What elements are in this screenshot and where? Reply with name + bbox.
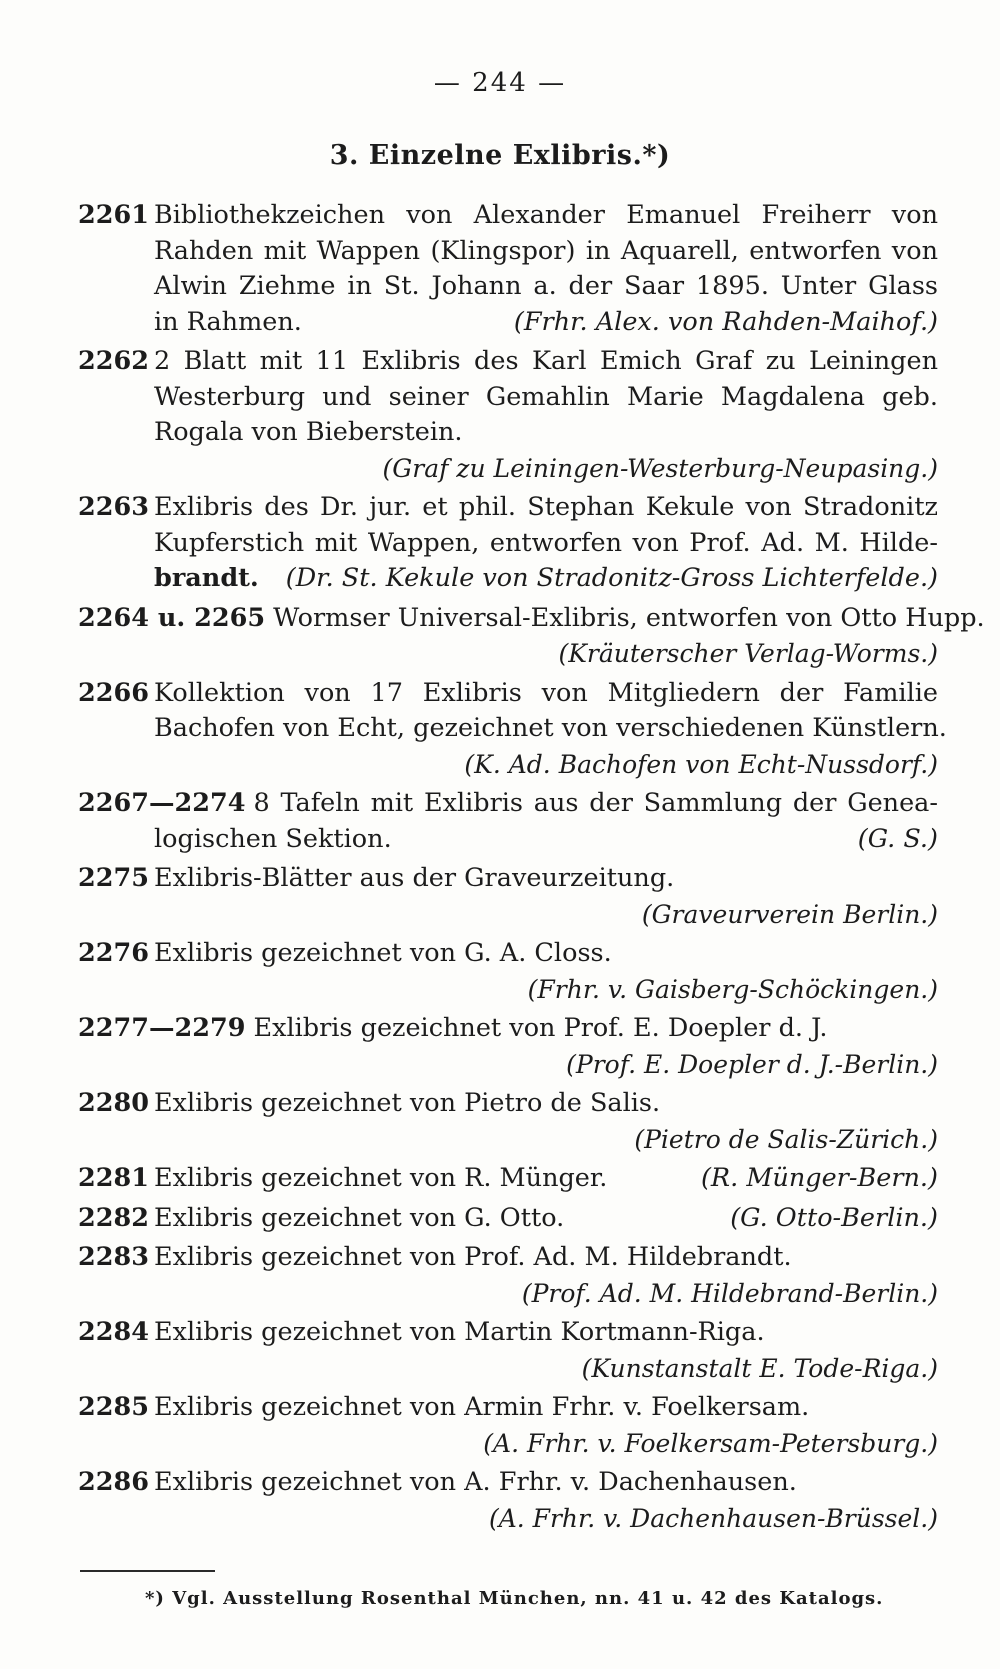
catalog-entry xyxy=(78,936,938,1007)
entry-line: 2 Blatt mit 11 Exlibris des Karl Emich Graf zu Leiningen xyxy=(154,346,938,376)
catalog-entry xyxy=(78,1465,938,1536)
section-heading: 3. Einzelne Exlibris.*) xyxy=(329,140,671,171)
entry-number: 2286 xyxy=(78,1467,149,1497)
entry-line: Exlibris gezeichnet von G. A. Closs. xyxy=(154,938,612,968)
entry-line: Exlibris gezeichnet von Armin Frhr. v. Foelkersam. xyxy=(154,1392,810,1422)
entry-reference: (Graf zu Leiningen-Westerburg-Neupasing.) xyxy=(382,453,938,483)
entry-reference: (Dr. St. Kekule von Stradonitz-Gross Lichterfelde.) xyxy=(285,563,938,593)
entry-line: Exlibris gezeichnet von Prof. Ad. M. Hildebrandt. xyxy=(154,1242,792,1272)
entry-line: Exlibris gezeichnet von G. Otto. xyxy=(154,1202,565,1233)
entry-line: Exlibris gezeichnet von Pietro de Salis. xyxy=(154,1088,661,1118)
entry-number: 2280 xyxy=(78,1088,149,1118)
entry-reference: (Pietro de Salis-Zürich.) xyxy=(634,1124,938,1154)
entry-line: Exlibris gezeichnet von Martin Kortmann-Riga. xyxy=(154,1317,765,1347)
catalog-entry xyxy=(78,786,938,857)
entry-line: Exlibris gezeichnet von A. Frhr. v. Dachenhausen. xyxy=(154,1467,797,1497)
entry-number: 2275 xyxy=(78,863,149,893)
entry-reference: (A. Frhr. v. Dachenhausen-Brüssel.) xyxy=(488,1503,938,1533)
catalog-entry xyxy=(78,198,938,340)
entry-reference: (Kräuterscher Verlag-Worms.) xyxy=(558,639,938,668)
catalog-entry xyxy=(78,861,938,932)
catalog-entry xyxy=(78,676,947,783)
entry-line: Exlibris-Blätter aus der Graveurzeitung. xyxy=(154,863,675,893)
entry-number: 2276 xyxy=(78,938,149,968)
catalog-entry xyxy=(78,1390,938,1461)
entry-line: Exlibris gezeichnet von R. Münger. xyxy=(154,1163,608,1193)
entry-number: 2262 xyxy=(78,346,149,376)
entry-line: in Rahmen. xyxy=(154,306,302,337)
catalog-entry xyxy=(78,1201,938,1237)
catalog-entry xyxy=(78,601,985,672)
entry-reference: (R. Münger-Bern.) xyxy=(700,1163,938,1193)
entry-number: 2267—2274 xyxy=(78,788,246,818)
entry-number: 2281 xyxy=(78,1163,149,1193)
catalog-entry xyxy=(78,1011,938,1082)
catalog-entry xyxy=(78,1161,938,1197)
entry-number: 2264 u. 2265 xyxy=(78,602,266,633)
entry-line: Bachofen von Echt, gezeichnet von verschiedenen Künstlern. xyxy=(154,713,947,743)
footnote-rule xyxy=(80,1570,215,1572)
entry-reference: (Frhr. Alex. von Rahden-Maihof.) xyxy=(513,306,938,337)
entry-line: 8 Tafeln mit Exlibris aus der Sammlung der Genea- xyxy=(253,788,938,818)
entry-line: Alwin Ziehme in St. Johann a. der Saar 1895. Unter Glass xyxy=(154,271,938,301)
catalog-entry xyxy=(78,1240,938,1311)
entry-number: 2283 xyxy=(78,1242,149,1272)
entry-reference: (Kunstanstalt E. Tode-Riga.) xyxy=(581,1353,938,1383)
catalog-entries xyxy=(78,198,985,1540)
entry-line: Rahden mit Wappen (Klingspor) in Aquarell, entworfen von xyxy=(154,235,938,266)
catalog-entry xyxy=(78,1315,938,1386)
entry-reference: (G. S.) xyxy=(857,823,938,854)
catalog-entry xyxy=(78,1086,938,1157)
entry-number: 2266 xyxy=(78,677,149,708)
entry-reference: (Prof. E. Doepler d. J.-Berlin.) xyxy=(566,1049,938,1079)
entry-line: Bibliothekzeichen von Alexander Emanuel Freiherr von xyxy=(154,200,938,230)
catalog-entry xyxy=(78,490,938,597)
entry-reference: (G. Otto-Berlin.) xyxy=(730,1202,938,1233)
entry-line: Wormser Universal-Exlibris, entworfen von Otto Hupp. xyxy=(273,602,985,633)
entry-reference: (Frhr. v. Gaisberg-Schöckingen.) xyxy=(527,974,938,1004)
entry-line: Exlibris gezeichnet von Prof. E. Doepler d. J. xyxy=(253,1013,828,1043)
entry-number: 2284 xyxy=(78,1317,149,1347)
entry-number: 2282 xyxy=(78,1202,149,1233)
entry-reference: (K. Ad. Bachofen von Echt-Nussdorf.) xyxy=(464,749,938,779)
footnote: *) Vgl. Ausstellung Rosenthal München, nn. 41 u. 42 des Katalogs. xyxy=(145,1588,884,1609)
entry-line: Rogala von Bieberstein. xyxy=(154,417,463,447)
entry-number: 2263 xyxy=(78,492,149,522)
entry-reference: (A. Frhr. v. Foelkersam-Petersburg.) xyxy=(483,1428,938,1458)
entry-number: 2261 xyxy=(78,200,149,230)
page-number: — 244 — xyxy=(433,68,567,98)
catalog-entry xyxy=(78,344,938,486)
entry-line: brandt. xyxy=(154,563,259,593)
entry-line: Exlibris des Dr. jur. et phil. Stephan Kekule von Stradonitz xyxy=(154,492,938,522)
entry-reference: (Prof. Ad. M. Hildebrand-Berlin.) xyxy=(521,1278,938,1308)
entry-reference: (Graveurverein Berlin.) xyxy=(641,899,938,929)
entry-number: 2285 xyxy=(78,1392,149,1422)
entry-line: logischen Sektion. xyxy=(154,823,392,854)
entry-number: 2277—2279 xyxy=(78,1013,246,1043)
entry-line: Kollektion von 17 Exlibris von Mitgliedern der Familie xyxy=(154,677,938,708)
entry-line: Kupferstich mit Wappen, entworfen von Prof. Ad. M. Hilde- xyxy=(154,527,938,558)
entry-line: Westerburg und seiner Gemahlin Marie Magdalena geb. xyxy=(154,381,938,412)
